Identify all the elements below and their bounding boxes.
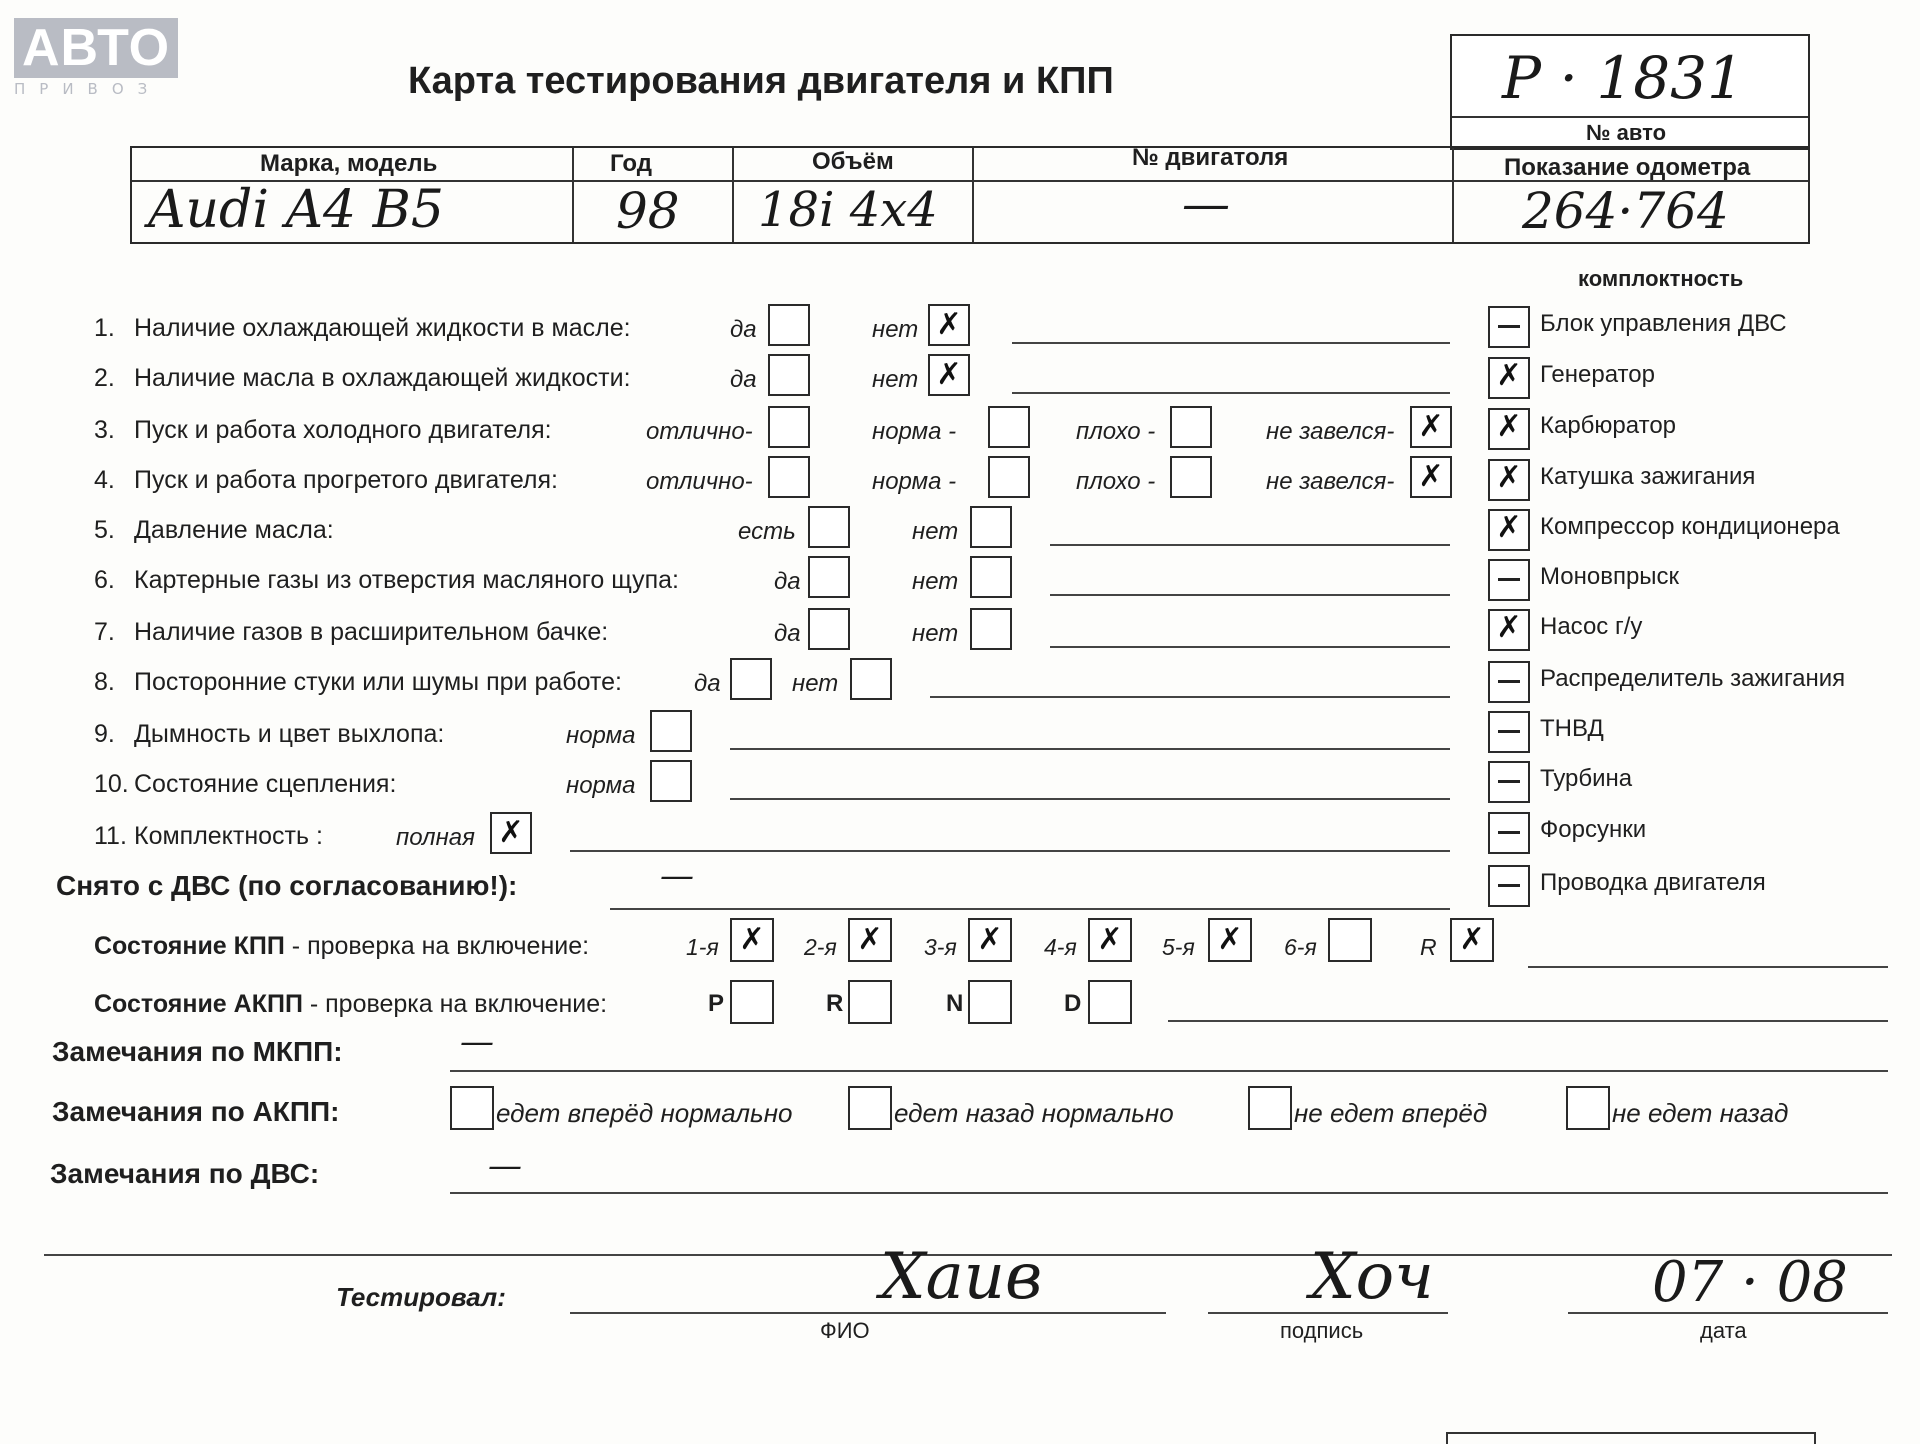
akpp-notes-option-label: не едет вперёд bbox=[1294, 1098, 1488, 1128]
akpp-label-rest: - проверка на включение: bbox=[302, 990, 608, 1018]
akpp-gear-label: P bbox=[708, 990, 725, 1017]
mkpp-notes-label: Замечания по МКПП: bbox=[52, 1036, 343, 1067]
removed-label: Снято с ДВС (по согласованию!): bbox=[56, 870, 518, 901]
item-number: 6. bbox=[94, 566, 115, 594]
item-text: Посторонние стуки или шумы при работе: bbox=[134, 668, 622, 696]
date-line bbox=[1568, 1312, 1888, 1314]
item-number: 2. bbox=[94, 364, 115, 392]
mkpp-notes-value: — bbox=[460, 1022, 494, 1062]
item-option-label: отлично- bbox=[646, 468, 753, 495]
akpp-notes-option-label: едет назад нормально bbox=[894, 1098, 1174, 1128]
completeness-item-label: Компрессор кондиционера bbox=[1540, 513, 1840, 540]
item-option-label: отлично- bbox=[646, 418, 753, 445]
item-comment-line bbox=[1050, 646, 1450, 648]
avto-number-box bbox=[1450, 34, 1810, 150]
item-text: Наличие охлаждающей жидкости в масле: bbox=[134, 314, 631, 342]
akpp-notes-option-label: не едет назад bbox=[1612, 1098, 1789, 1128]
page-title: Карта тестирования двигателя и КПП bbox=[408, 60, 1114, 102]
fio-line bbox=[570, 1312, 1166, 1314]
engine-label: № двигатоля bbox=[1132, 144, 1289, 171]
fio-value: Хаив bbox=[880, 1240, 1043, 1314]
signature-value: Хоч bbox=[1310, 1240, 1434, 1314]
item-comment-line bbox=[930, 696, 1450, 698]
removed-line bbox=[610, 908, 1450, 910]
item-option-label: плохо - bbox=[1076, 418, 1156, 445]
date-value: 07 · 08 bbox=[1652, 1250, 1848, 1315]
completeness-checkbox[interactable] bbox=[1488, 812, 1530, 854]
kpp-gear-label: 3-я bbox=[924, 934, 957, 960]
kpp-label-rest: - проверка на включение: bbox=[284, 932, 590, 960]
logo bbox=[14, 18, 178, 98]
item-number: 1. bbox=[94, 314, 115, 342]
kpp-gear-checkbox[interactable]: ✗ bbox=[1208, 918, 1252, 962]
akpp-notes-checkbox[interactable] bbox=[450, 1086, 494, 1130]
completeness-item-label: Карбюратор bbox=[1540, 412, 1677, 439]
item-option-checkbox[interactable] bbox=[808, 608, 850, 650]
item-option-label: нет bbox=[792, 670, 839, 697]
akpp-notes-label: Замечания по АКПП: bbox=[52, 1096, 340, 1127]
avto-number-value: P · 1831 bbox=[1502, 44, 1744, 112]
completeness-item-label: Блок управления ДВС bbox=[1540, 310, 1787, 337]
completeness-checkbox[interactable]: ✗ bbox=[1488, 357, 1530, 399]
item-option-label: нет bbox=[912, 518, 959, 545]
item-option-checkbox[interactable]: ✗ bbox=[490, 812, 532, 854]
item-text: Состояние сцепления: bbox=[134, 770, 397, 798]
dvs-notes-label: Замечания по ДВС: bbox=[50, 1158, 320, 1189]
item-option-label: да bbox=[774, 568, 801, 595]
item-number: 7. bbox=[94, 618, 115, 646]
fio-label: ФИО bbox=[820, 1318, 870, 1343]
item-option-checkbox[interactable] bbox=[808, 556, 850, 598]
kpp-gear-label: 2-я bbox=[804, 934, 837, 960]
completeness-item-label: Насос г/у bbox=[1540, 613, 1643, 640]
kpp-gear-checkbox[interactable]: ✗ bbox=[848, 918, 892, 962]
date-label: дата bbox=[1700, 1318, 1747, 1343]
item-option-checkbox[interactable] bbox=[808, 506, 850, 548]
mkpp-notes-line bbox=[450, 1070, 1888, 1072]
tested-label: Тестировал: bbox=[336, 1282, 506, 1312]
akpp-notes-checkbox[interactable] bbox=[1248, 1086, 1292, 1130]
item-comment-line bbox=[730, 798, 1450, 800]
completeness-checkbox[interactable] bbox=[1488, 559, 1530, 601]
item-comment-line bbox=[1012, 392, 1450, 394]
akpp-notes-option-label: едет вперёд нормально bbox=[496, 1098, 793, 1128]
completeness-checkbox[interactable] bbox=[1488, 711, 1530, 753]
completeness-item-label: Форсунки bbox=[1540, 816, 1647, 843]
item-text: Пуск и работа холодного двигателя: bbox=[134, 416, 552, 444]
item-option-checkbox[interactable]: ✗ bbox=[1410, 406, 1452, 448]
item-number: 8. bbox=[94, 668, 115, 696]
item-option-label: полная bbox=[396, 824, 475, 851]
item-option-checkbox[interactable] bbox=[730, 658, 772, 700]
removed-value: — bbox=[660, 856, 694, 896]
completeness-checkbox[interactable] bbox=[1488, 865, 1530, 907]
item-option-checkbox[interactable] bbox=[768, 456, 810, 498]
dvs-notes-value: — bbox=[488, 1146, 522, 1186]
volume-label: Объём bbox=[812, 148, 894, 175]
completeness-item-label: Проводка двигателя bbox=[1540, 869, 1766, 896]
kpp-gear-checkbox[interactable] bbox=[1328, 918, 1372, 962]
akpp-notes-checkbox[interactable] bbox=[848, 1086, 892, 1130]
item-option-label: не завелся- bbox=[1266, 468, 1395, 495]
completeness-item-label: Распределитель зажигания bbox=[1540, 665, 1846, 692]
item-comment-line bbox=[1012, 342, 1450, 344]
akpp-label-bold: Состояние АКПП bbox=[94, 990, 303, 1018]
kpp-gear-checkbox[interactable]: ✗ bbox=[1088, 918, 1132, 962]
completeness-checkbox[interactable] bbox=[1488, 761, 1530, 803]
item-option-checkbox[interactable] bbox=[1170, 456, 1212, 498]
item-option-checkbox[interactable] bbox=[650, 760, 692, 802]
akpp-gear-checkbox[interactable] bbox=[730, 980, 774, 1024]
akpp-gear-checkbox[interactable] bbox=[848, 980, 892, 1024]
stamp-box-edge bbox=[1446, 1432, 1816, 1444]
item-number: 10. bbox=[94, 770, 129, 798]
item-option-label: да bbox=[774, 620, 801, 647]
item-option-label: нет bbox=[872, 366, 919, 393]
item-comment-line bbox=[730, 748, 1450, 750]
item-number: 9. bbox=[94, 720, 115, 748]
completeness-item-label: ТНВД bbox=[1540, 715, 1604, 742]
item-number: 11. bbox=[94, 822, 127, 850]
akpp-notes-checkbox[interactable] bbox=[1566, 1086, 1610, 1130]
item-text: Наличие газов в расширительном бачке: bbox=[134, 618, 609, 646]
completeness-checkbox[interactable]: ✗ bbox=[1488, 609, 1530, 651]
item-option-label: нет bbox=[912, 620, 959, 647]
item-option-checkbox[interactable]: ✗ bbox=[928, 304, 970, 346]
item-option-checkbox[interactable] bbox=[850, 658, 892, 700]
item-option-checkbox[interactable] bbox=[988, 456, 1030, 498]
item-option-checkbox[interactable] bbox=[650, 710, 692, 752]
item-text: Наличие масла в охлаждающей жидкости: bbox=[134, 364, 631, 392]
item-option-checkbox[interactable] bbox=[970, 556, 1012, 598]
item-comment-line bbox=[1050, 594, 1450, 596]
kpp-gear-label: 6-я bbox=[1284, 934, 1317, 960]
item-option-label: норма bbox=[566, 772, 636, 799]
item-option-checkbox[interactable] bbox=[768, 406, 810, 448]
akpp-gear-checkbox[interactable] bbox=[968, 980, 1012, 1024]
item-option-checkbox[interactable]: ✗ bbox=[1410, 456, 1452, 498]
item-option-label: да bbox=[694, 670, 721, 697]
kpp-line bbox=[1528, 966, 1888, 968]
dvs-notes-line bbox=[450, 1192, 1888, 1194]
item-text: Картерные газы из отверстия масляного щупа: bbox=[134, 566, 679, 594]
item-option-label: есть bbox=[738, 518, 796, 545]
completeness-checkbox[interactable] bbox=[1488, 661, 1530, 703]
item-option-checkbox[interactable] bbox=[768, 354, 810, 396]
item-text: Дымность и цвет выхлопа: bbox=[134, 720, 445, 748]
item-option-label: норма - bbox=[872, 468, 957, 495]
item-number: 4. bbox=[94, 466, 115, 494]
completeness-checkbox[interactable]: ✗ bbox=[1488, 459, 1530, 501]
akpp-line bbox=[1168, 1020, 1888, 1022]
kpp-gear-label: 1-я bbox=[686, 934, 719, 960]
item-option-label: плохо - bbox=[1076, 468, 1156, 495]
logo-brand: АВТО bbox=[14, 18, 178, 78]
sign-line bbox=[1208, 1312, 1448, 1314]
completeness-item-label: Турбина bbox=[1540, 765, 1633, 792]
completeness-title: комплоктность bbox=[1578, 266, 1744, 291]
akpp-gear-label: R bbox=[826, 990, 844, 1017]
item-number: 5. bbox=[94, 516, 115, 544]
completeness-item-label: Генератор bbox=[1540, 361, 1655, 388]
volume-value: 18i 4x4 bbox=[758, 182, 938, 238]
avto-number-label: № авто bbox=[1586, 120, 1667, 145]
item-text: Давление масла: bbox=[134, 516, 334, 544]
completeness-checkbox[interactable] bbox=[1488, 306, 1530, 348]
completeness-checkbox[interactable]: ✗ bbox=[1488, 509, 1530, 551]
item-option-checkbox[interactable]: ✗ bbox=[928, 354, 970, 396]
item-option-checkbox[interactable] bbox=[970, 506, 1012, 548]
kpp-gear-checkbox[interactable]: ✗ bbox=[730, 918, 774, 962]
akpp-label bbox=[94, 990, 607, 1019]
item-comment-line bbox=[1050, 544, 1450, 546]
kpp-label-bold: Состояние КПП bbox=[94, 932, 285, 960]
item-option-label: да bbox=[730, 316, 757, 343]
completeness-item-label: Катушка зажигания bbox=[1540, 463, 1756, 490]
item-text: Пуск и работа прогретого двигателя: bbox=[134, 466, 558, 494]
item-comment-line bbox=[570, 850, 1450, 852]
completeness-checkbox[interactable]: ✗ bbox=[1488, 408, 1530, 450]
akpp-gear-label: N bbox=[946, 990, 964, 1017]
akpp-gear-label: D bbox=[1064, 990, 1082, 1017]
kpp-gear-checkbox[interactable]: ✗ bbox=[1450, 918, 1494, 962]
item-number: 3. bbox=[94, 416, 115, 444]
item-option-checkbox[interactable] bbox=[1170, 406, 1212, 448]
completeness-item-label: Моновпрыск bbox=[1540, 563, 1680, 590]
kpp-gear-label: 5-я bbox=[1162, 934, 1195, 960]
year-value: 98 bbox=[616, 182, 680, 240]
odometer-label: Показание одометра bbox=[1504, 154, 1751, 181]
year-label: Год bbox=[610, 150, 652, 177]
item-option-label: не завелся- bbox=[1266, 418, 1395, 445]
item-option-label: нет bbox=[912, 568, 959, 595]
akpp-gear-checkbox[interactable] bbox=[1088, 980, 1132, 1024]
kpp-label bbox=[94, 932, 589, 961]
item-option-checkbox[interactable] bbox=[970, 608, 1012, 650]
sign-label: подпись bbox=[1280, 1318, 1364, 1343]
item-option-label: норма - bbox=[872, 418, 957, 445]
logo-sub: ПРИВОЗ bbox=[14, 80, 162, 98]
kpp-gear-checkbox[interactable]: ✗ bbox=[968, 918, 1012, 962]
odometer-value: 264·764 bbox=[1522, 182, 1729, 240]
item-text: Комплектность : bbox=[134, 822, 323, 850]
brand-label: Марка, модель bbox=[260, 150, 438, 177]
kpp-gear-label: R bbox=[1420, 934, 1437, 960]
header-table bbox=[130, 146, 1810, 244]
item-option-label: нет bbox=[872, 316, 919, 343]
item-option-checkbox[interactable] bbox=[768, 304, 810, 346]
item-option-checkbox[interactable] bbox=[988, 406, 1030, 448]
engine-value: — bbox=[1182, 176, 1230, 232]
brand-value: Audi A4 B5 bbox=[148, 180, 444, 240]
item-option-label: да bbox=[730, 366, 757, 393]
item-option-label: норма bbox=[566, 722, 636, 749]
kpp-gear-label: 4-я bbox=[1044, 934, 1077, 960]
